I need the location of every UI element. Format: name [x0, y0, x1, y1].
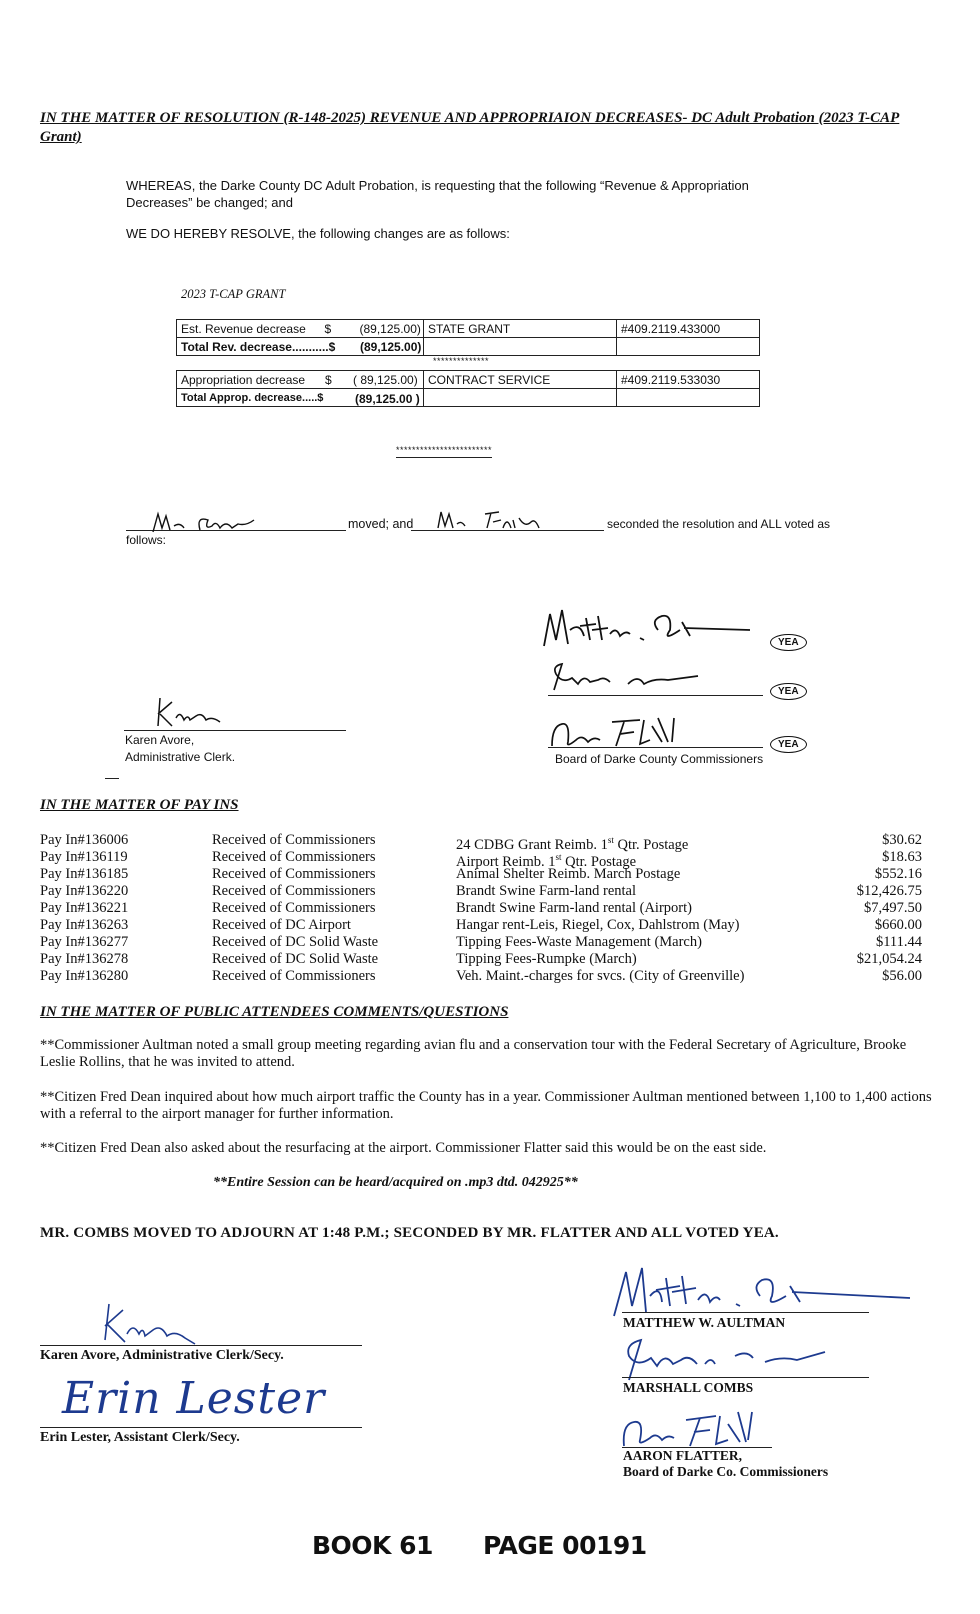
payin-amount: $7,497.50: [864, 900, 922, 916]
separator-large: ************************: [396, 445, 492, 458]
payin-id: Pay In#136185: [40, 866, 129, 882]
payin-source: Received of DC Airport: [212, 917, 351, 933]
seconder-signature: [435, 506, 555, 534]
mover-signature: [150, 508, 270, 536]
payin-id: Pay In#136221: [40, 900, 129, 916]
motion-moved-text: moved; and: [348, 517, 414, 531]
revenue-table: [176, 319, 760, 356]
payin-source: Received of DC Solid Waste: [212, 934, 379, 950]
row-label: Appropriation decrease: [181, 372, 306, 387]
payin-id: Pay In#136278: [40, 951, 129, 967]
payin-description: Veh. Maint.-charges for svcs. (City of Greenville): [456, 968, 745, 984]
vote-yea-badge: YEA: [770, 634, 807, 651]
payin-source: Received of Commissioners: [212, 883, 376, 899]
board-final-label: Board of Darke Co. Commissioners: [623, 1464, 829, 1479]
table-row: [40, 951, 922, 968]
payin-amount: $111.44: [875, 934, 922, 950]
row-description: [424, 389, 617, 407]
clerk-line: [124, 730, 346, 731]
row-account: #409.2119.533030: [617, 371, 760, 389]
payin-amount: $12,426.75: [856, 883, 922, 899]
row-label: Est. Revenue decrease: [181, 321, 306, 336]
combs-line: [548, 695, 763, 696]
aultman-line: [622, 1312, 869, 1313]
row-description: STATE GRANT: [424, 320, 617, 338]
clerk-sig-label: Karen Avore, Administrative Clerk/Secy.: [40, 1348, 284, 1363]
payin-source: Received of DC Solid Waste: [212, 951, 379, 967]
asst-sig-label: Erin Lester, Assistant Clerk/Secy.: [40, 1430, 240, 1445]
row-amount: (89,125.00): [360, 339, 422, 354]
row-description: CONTRACT SERVICE: [424, 371, 617, 389]
payin-source: Received of Commissioners: [212, 849, 376, 865]
payin-id: Pay In#136263: [40, 917, 129, 933]
row-currency: $: [325, 372, 332, 387]
row-account: #409.2119.433000: [617, 320, 760, 338]
clerk-name: Karen Avore,: [125, 733, 195, 747]
row-amount: ( 89,125.00): [353, 372, 418, 387]
page-number: PAGE 00191: [483, 1531, 647, 1560]
table-row: [177, 338, 760, 356]
payin-description: Brandt Swine Farm-land rental (Airport): [456, 900, 692, 916]
payin-description: Tipping Fees-Rumpke (March): [456, 951, 637, 967]
comment-paragraph: **Citizen Fred Dean inquired about how much airport traffic the County has in a year. Commissioner Aultman mentioned between 1,100 to 1,400 actions with a referral to the airport manager for further information.: [40, 1089, 932, 1122]
separator-small: **************: [433, 356, 490, 366]
payin-source: Received of Commissioners: [212, 900, 376, 916]
clerk-signature-small: [150, 694, 240, 730]
payin-description: Brandt Swine Farm-land rental: [456, 883, 636, 899]
clerk-sig-line: [40, 1345, 362, 1346]
payin-id: Pay In#136280: [40, 968, 129, 984]
clerk-signature: [95, 1300, 215, 1346]
row-account: [617, 338, 760, 356]
payin-id: Pay In#136006: [40, 832, 129, 848]
payin-amount: $30.62: [882, 832, 922, 848]
payin-description: Animal Shelter Reimb. March Postage: [456, 866, 681, 882]
payin-source: Received of Commissioners: [212, 968, 376, 984]
table-row: [177, 320, 760, 338]
comments-heading: IN THE MATTER OF PUBLIC ATTENDEES COMMENTS/QUESTIONS: [40, 1004, 509, 1020]
row-amount: (89,125.00 ): [355, 391, 420, 406]
table-row: [177, 389, 760, 407]
row-currency: $: [324, 321, 332, 336]
combs-signature: [548, 660, 728, 696]
payin-source: Received of Commissioners: [212, 866, 376, 882]
payin-id: Pay In#136277: [40, 934, 129, 950]
clerk-title: Administrative Clerk.: [125, 750, 236, 764]
table-row: [40, 832, 922, 853]
appropriation-cell: [177, 371, 424, 389]
comment-paragraph: **Citizen Fred Dean also asked about the resurfacing at the airport. Commissioner Flatter said this would be on the east side.: [40, 1140, 767, 1156]
row-label: Total Rev. decrease...........$: [181, 339, 336, 354]
row-description: [424, 338, 617, 356]
dash-mark: [105, 778, 119, 779]
table-row: [40, 866, 922, 883]
payin-description: Airport Reimb. 1st Qtr. Postage: [456, 852, 637, 870]
payin-amount: $660.00: [874, 917, 922, 933]
commissioner-combs: MARSHALL COMBS: [623, 1380, 754, 1395]
revenue-cell: [177, 320, 424, 338]
book-number: BOOK 61: [312, 1531, 433, 1560]
payin-amount: $21,054.24: [856, 951, 922, 967]
row-label: Total Approp. decrease.....$: [181, 391, 324, 404]
table-row: [40, 900, 922, 917]
row-account: [617, 389, 760, 407]
payin-amount: $18.63: [882, 849, 922, 865]
resolution-heading: IN THE MATTER OF RESOLUTION (R-148-2025) REVENUE AND APPROPRIAION DECREASES- DC Adult Probation (2023 T-CAP Grant): [40, 110, 900, 145]
payin-id: Pay In#136119: [40, 849, 128, 865]
table-row: [40, 849, 922, 870]
payin-source: Received of Commissioners: [212, 832, 376, 848]
asst-sig-line: [40, 1427, 362, 1428]
flatter-line: [548, 747, 763, 748]
payin-id: Pay In#136220: [40, 883, 129, 899]
table-row: [40, 883, 922, 900]
aultman-signature: [540, 600, 760, 650]
payin-description: 24 CDBG Grant Reimb. 1st Qtr. Postage: [456, 835, 689, 853]
payins-list: [40, 832, 922, 985]
payin-description: Hangar rent-Leis, Riegel, Cox, Dahlstrom (May): [456, 917, 740, 933]
commissioner-flatter: AARON FLATTER,: [623, 1448, 743, 1463]
adjourn-statement: MR. COMBS MOVED TO ADJOURN AT 1:48 P.M.; SECONDED BY MR. FLATTER AND ALL VOTED YEA.: [40, 1225, 779, 1241]
resolve-paragraph: WE DO HEREBY RESOLVE, the following changes are as follows:: [126, 226, 510, 241]
row-amount: (89,125.00): [359, 321, 421, 336]
vote-yea-badge: YEA: [770, 736, 807, 753]
grant-title: 2023 T-CAP GRANT: [181, 287, 286, 301]
whereas-paragraph: WHEREAS, the Darke County DC Adult Probation, is requesting that the following “Revenue & Appropriation Decreases” be changed; and: [126, 178, 749, 210]
commissioner-aultman: MATTHEW W. AULTMAN: [623, 1315, 786, 1330]
asst-signature: Erin Lester: [62, 1373, 326, 1424]
table-row: [40, 917, 922, 934]
board-label: Board of Darke County Commissioners: [555, 752, 764, 766]
table-row: [40, 934, 922, 951]
session-note: **Entire Session can be heard/acquired on .mp3 dtd. 042925**: [213, 1175, 578, 1190]
payin-description: Tipping Fees-Waste Management (March): [456, 934, 702, 950]
revenue-total-cell: [177, 338, 424, 356]
motion-seconded-text: seconded the resolution and ALL voted as: [607, 517, 831, 531]
flatter-final-signature: [620, 1406, 800, 1452]
table-row: [40, 968, 922, 985]
motion-follows-text: follows:: [126, 533, 167, 547]
table-row: [177, 371, 760, 389]
appropriation-table: [176, 370, 760, 407]
vote-yea-badge: YEA: [770, 683, 807, 700]
comment-paragraph: **Commissioner Aultman noted a small group meeting regarding avian flu and a conservation tour with the Federal Secretary of Agriculture, Brooke Leslie Rollins, that he was invited to attend.: [40, 1037, 907, 1070]
flatter-signature: [548, 712, 728, 752]
payin-amount: $56.00: [882, 968, 922, 984]
payins-heading: IN THE MATTER OF PAY INS: [40, 797, 239, 813]
payin-amount: $552.16: [874, 866, 922, 882]
combs-final-line: [622, 1377, 869, 1378]
appropriation-total-cell: [177, 389, 424, 407]
